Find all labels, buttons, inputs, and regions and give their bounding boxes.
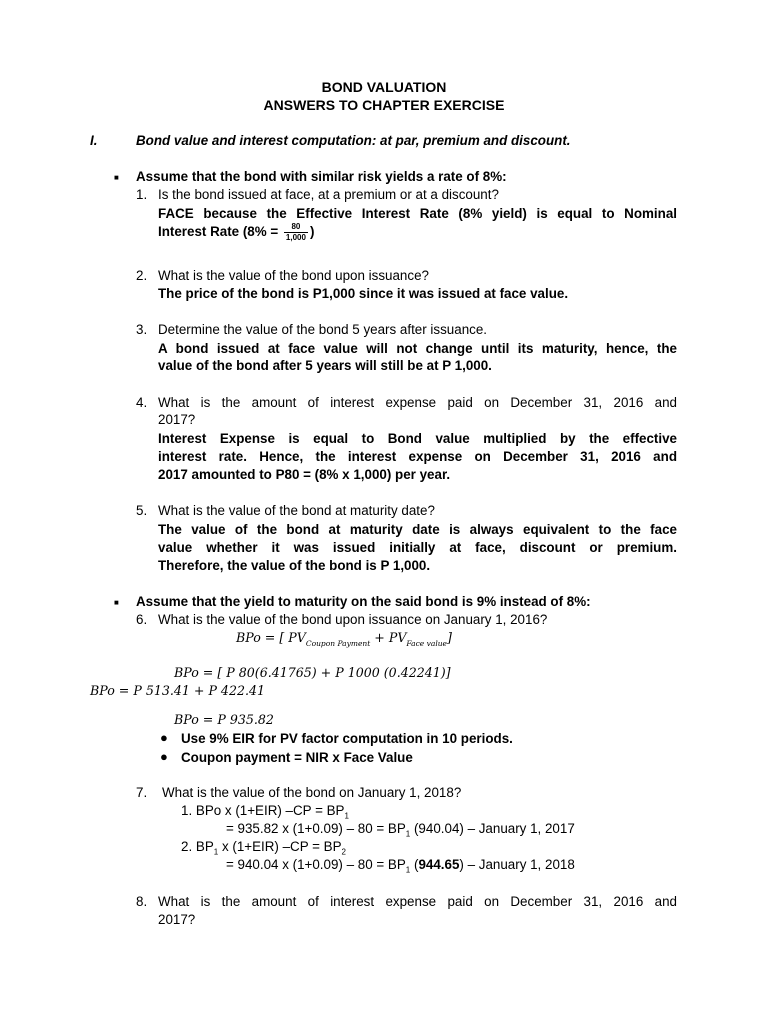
q6-note-1: Use 9% EIR for PV factor computation in 10 periods. — [181, 731, 513, 746]
bullet-dot-icon: ● — [160, 730, 168, 745]
q1-question: Is the bond issued at face, at a premium or at a discount? — [158, 187, 499, 202]
q3-question: Determine the value of the bond 5 years after issuance. — [158, 322, 488, 337]
q2-number: 2. — [136, 268, 148, 283]
q4-answer-line3: 2017 amounted to P80 = (8% x 1,000) per year. — [158, 467, 451, 482]
q3-number: 3. — [136, 322, 148, 337]
q1-answer-line2 — [158, 222, 314, 243]
q4-question-line2: 2017? — [158, 412, 196, 427]
q6-equation-4: BPo = P 935.82 — [174, 712, 274, 727]
q1-answer-line1: FACE because the Effective Interest Rate (8% yield) is equal to Nominal — [158, 206, 677, 221]
q4-answer-line2: interest rate. Hence, the interest expense on December 31, 2016 and — [158, 449, 677, 464]
q8-number: 8. — [136, 894, 148, 909]
q8-question-line1: What is the amount of interest expense paid on December 31, 2016 and — [158, 894, 677, 909]
page-title: BOND VALUATION — [321, 79, 447, 95]
q4-answer-line1: Interest Expense is equal to Bond value multiplied by the effective — [158, 431, 677, 446]
q5-answer-line3: Therefore, the value of the bond is P 1,000. — [158, 558, 431, 573]
q6-equation-3: BPo = P 513.41 + P 422.41 — [90, 683, 266, 698]
bullet-square-icon: ■ — [114, 173, 119, 182]
step1-calc-sub: 1 — [405, 829, 411, 839]
q7-step1-calc — [226, 821, 575, 839]
q1-answer-post: ) — [309, 224, 315, 240]
step2-text: 2. BP — [181, 839, 214, 854]
page-subtitle: ANSWERS TO CHAPTER EXERCISE — [263, 97, 505, 113]
q6-equation-1 — [236, 630, 452, 648]
q8-question-line2: 2017? — [158, 912, 196, 927]
q3-answer-line2: value of the bond after 5 years will still be at P 1,000. — [158, 358, 492, 373]
q2-answer: The price of the bond is P1,000 since it was issued at face value. — [158, 286, 569, 301]
q7-question: What is the value of the bond on January 1, 2018? — [162, 785, 462, 800]
q5-answer-line2: value whether it was issued initially at face, discount or premium. — [158, 540, 677, 555]
q7-step2-calc: = 940.04 x $(1+0.09) - 80 = BP_1$ (944.65) – January 1, 2018 — [226, 857, 575, 875]
q7-step1-formula — [181, 803, 349, 821]
assumption-1: Assume that the bond with similar risk yields a rate of 8%: — [136, 169, 507, 184]
q1-fraction — [284, 222, 308, 243]
eq1-sub-coupon: Coupon Payment — [305, 639, 371, 648]
q5-number: 5. — [136, 503, 148, 518]
eq1-sub-face: Face value — [406, 639, 447, 648]
step2-sub1: 1 — [213, 847, 219, 857]
assumption-2: Assume that the yield to maturity on the said bond is 9% instead of 8%: — [136, 594, 591, 609]
section-heading: Bond value and interest computation: at par, premium and discount. — [136, 133, 571, 148]
step2-calc-sub: 1 — [405, 865, 411, 875]
step1-calc-post: (940.04) – January 1, 2017 — [410, 821, 575, 836]
step2-calc-post: ) – January 1, 2018 — [459, 857, 575, 872]
q4-question-line1: What is the amount of interest expense paid on December 31, 2016 and — [158, 395, 677, 410]
bullet-dot-icon: ● — [160, 749, 168, 764]
step2-calc-text: = 940.04 x (1+0.09) – 80 = BP — [226, 857, 406, 872]
q6-equation-2: BPo = [ P 80(6.41765) + P 1000 (0.42241)] — [174, 665, 451, 680]
eq1-mid: + PV — [370, 630, 407, 645]
q7-step2-formula — [181, 839, 346, 857]
q6-note-2: Coupon payment = NIR x Face Value — [181, 750, 413, 765]
q6-number: 6. — [136, 612, 148, 627]
q1-fraction-num: 80 — [284, 222, 308, 233]
q3-answer-line1: A bond issued at face value will not change until its maturity, hence, the — [158, 341, 677, 356]
section-number: I. — [90, 133, 98, 148]
q5-answer-line1: The value of the bond at maturity date is always equivalent to the face — [158, 522, 677, 537]
step1-text: 1. BPo x (1+EIR) –CP = BP — [181, 803, 345, 818]
eq1-end: ] — [447, 630, 452, 645]
q7-number: 7. — [136, 785, 148, 800]
step2-calc-result: 944.65 — [418, 857, 460, 872]
eq1-lhs: BPo = [ PV — [236, 630, 306, 645]
step1-calc-text: = 935.82 x (1+0.09) – 80 = BP — [226, 821, 406, 836]
q1-answer-pre: Interest Rate (8% = — [158, 224, 282, 240]
q4-number: 4. — [136, 395, 148, 410]
step1-sub: 1 — [344, 811, 349, 821]
q5-question: What is the value of the bond at maturity date? — [158, 503, 435, 518]
q6-question: What is the value of the bond upon issuance on January 1, 2016? — [158, 612, 548, 627]
q2-question: What is the value of the bond upon issuance? — [158, 268, 429, 283]
step2-mid: x (1+EIR) –CP = BP — [218, 839, 342, 854]
step2-sub2: 2 — [341, 847, 346, 857]
bullet-square-icon: ■ — [114, 598, 119, 607]
q1-fraction-den: 1,000 — [285, 233, 306, 242]
q1-number: 1. — [136, 187, 148, 202]
